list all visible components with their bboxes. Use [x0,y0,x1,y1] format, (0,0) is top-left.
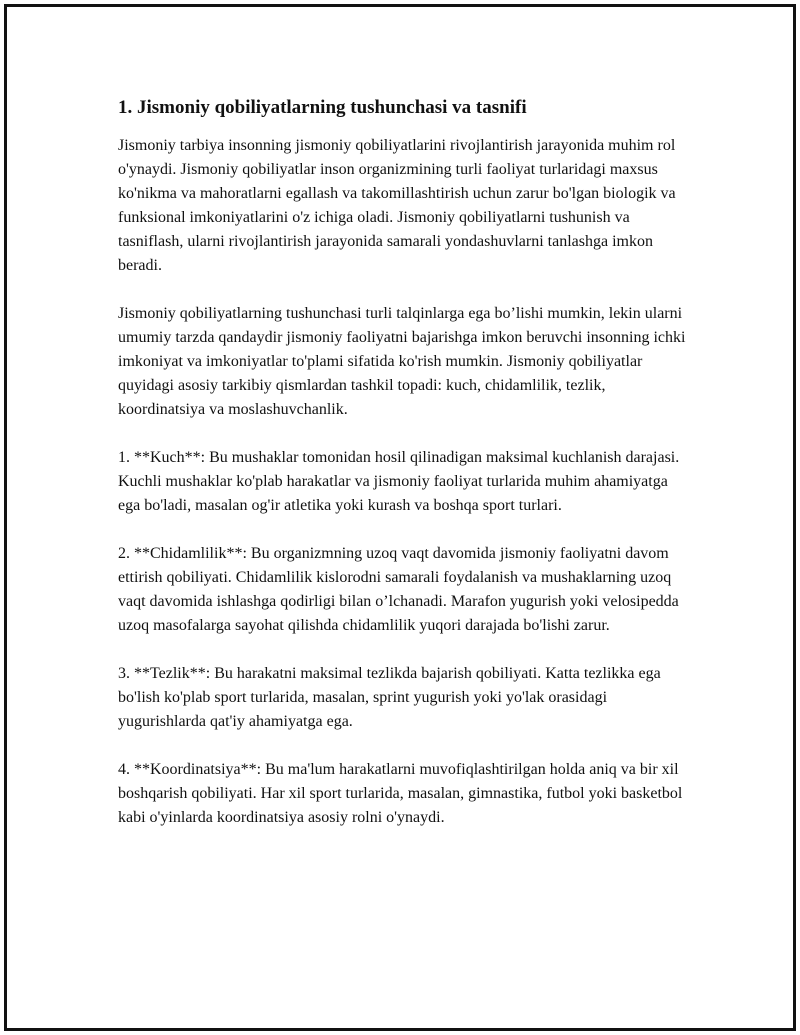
paragraph-coordination: 4. **Koordinatsiya**: Bu ma'lum harakatlarni muvofiqlashtirilgan holda aniq va bir xil boshqarish qobiliyati. Har xil sport turlarida, masalan, gimnastika, futbol yoki basketbol kabi o'yinlarda koordinatsiya asosiy rolni o'ynaydi. [118,761,683,826]
document-body [118,96,688,854]
paragraph-speed: 3. **Tezlik**: Bu harakatni maksimal tezlikda bajarish qobiliyati. Katta tezlikka ega bo'lish ko'plab sport turlarida, masalan, sprint yugurish yoki yo'lak orasidagi yugurishlarda qat'iy ahamiyatga ega. [118,665,661,730]
paragraph-endurance: 2. **Chidamlilik**: Bu organizmning uzoq vaqt davomida jismoniy faoliyatni davom ettirish qobiliyati. Chidamlilik kislorodni samarali foydalanish va mushaklarning uzoq vaqt davomida ishlashga qodirligi bilan o’lchanadi. Marafon yugurish yoki velosipedda uzoq masofalarga sayohat qilishda chidamlilik yuqori darajada bo'lishi zarur. [118,545,679,634]
section-heading: 1. Jismoniy qobiliyatlarning tushunchasi va tasnifi [118,97,527,118]
paragraph-concept: Jismoniy qobiliyatlarning tushunchasi turli talqinlarga ega bo’lishi mumkin, lekin ularni umumiy tarzda qandaydir jismoniy faoliyatni bajarishga imkon beruvchi insonning ichki imkoniyat va imkoniyatlar to'plami sifatida ko'rish mumkin. Jismoniy qobiliyatlar quyidagi asosiy tarkibiy qismlardan tashkil topadi: kuch, chidamlilik, tezlik, koordinatsiya va moslashuvchanlik. [118,305,686,418]
paragraph-strength: 1. **Kuch**: Bu mushaklar tomonidan hosil qilinadigan maksimal kuchlanish darajasi. Kuchli mushaklar ko'plab harakatlar va jismoniy faoliyat turlarida muhim ahamiyatga ega bo'ladi, masalan og'ir atletika yoki kurash va boshqa sport turlari. [118,449,680,514]
paragraph-intro: Jismoniy tarbiya insonning jismoniy qobiliyatlarini rivojlantirish jarayonida muhim rol o'ynaydi. Jismoniy qobiliyatlar inson organizmining turli faoliyat turlaridagi maxsus ko'nikma va mahoratlarni egallash va takomillashtirish uchun zarur bo'lgan biologik va funksional imkoniyatlarini o'z ichiga oladi. Jismoniy qobiliyatlarni tushunish va tasniflash, ularni rivojlantirish jarayonida samarali yondashuvlarni tanlashga imkon beradi. [118,137,676,274]
